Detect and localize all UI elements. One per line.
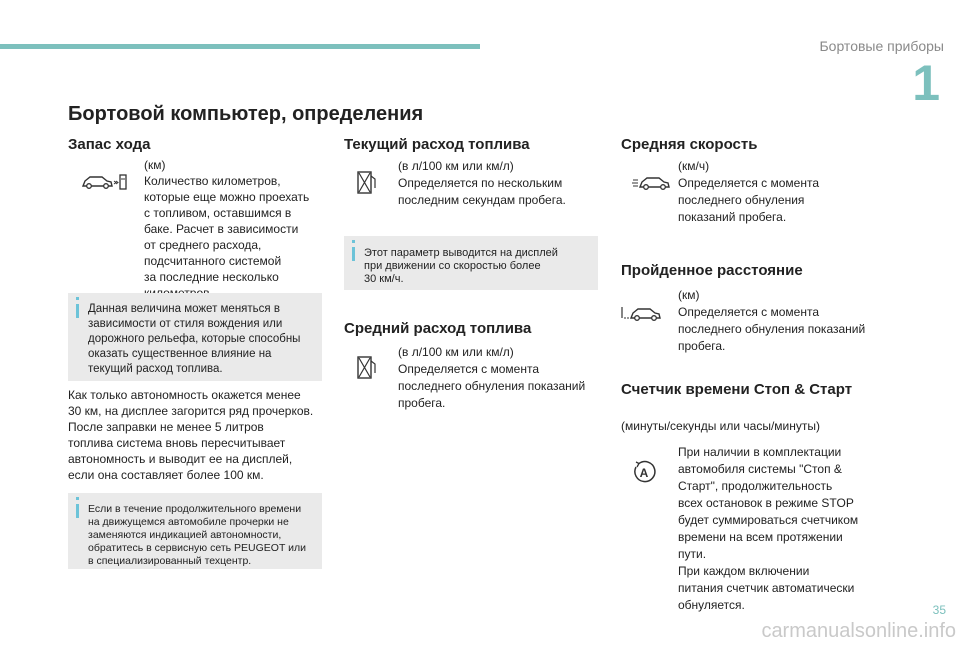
stopstart-line: питания счетчик автоматически [678,581,855,595]
range-line: баке. Расчет в зависимости [144,222,299,236]
current-line: последним секундам пробега. [398,193,566,207]
note-line: Данная величина может меняться в [88,303,280,315]
stopstart-line: пути. [678,547,707,561]
speed-heading: Средняя скорость [621,136,758,153]
distance-line: пробега. [678,339,726,353]
chapter-number: 1 [912,55,940,111]
note-line: в специализированный техцентр. [88,555,252,567]
speed-line: (км/ч) [678,159,710,173]
stopstart-description [678,444,858,614]
range-line: подсчитанного системой [144,254,282,268]
range-note-text [88,302,316,377]
fuel-pump-icon [356,355,378,381]
note-line: текущий расход топлива. [88,363,223,375]
stopstart-line: будет суммироваться счетчиком [678,513,859,527]
speed-line: показаний пробега. [678,210,787,224]
speed-car-icon [632,173,672,193]
current-line: Определяется по нескольким [398,176,563,190]
stopstart-line: Старт", продолжительность [678,479,833,493]
note-line: Если в течение продолжительного времени [88,503,302,515]
stopstart-heading: Счетчик времени Стоп & Старт [621,381,853,398]
speed-description [678,158,819,226]
average-line: Определяется с момента [398,362,540,376]
para-line: топлива система вновь пересчитывает [68,436,286,450]
distance-car-icon [620,304,664,324]
page-number: 35 [932,603,946,617]
range-note2-box [68,493,322,569]
note-line: 30 км/ч. [364,273,404,285]
info-bar [352,247,355,261]
range-line: с топливом, оставшимся в [144,206,292,220]
note-line: на движущемся автомобиле прочерки не [88,516,289,528]
range-note-box [68,293,322,381]
distance-line: Определяется с момента [678,305,820,319]
note-line: зависимости от стиля вождения или [88,318,283,330]
stopstart-line: времени на всем протяжении [678,530,843,544]
stopstart-line: При наличии в комплектации [678,445,842,459]
fuel-pump-icon [356,170,378,196]
info-bar [76,504,79,518]
note-line: Этот параметр выводится на дисплей [364,247,558,259]
svg-text:A: A [639,466,649,480]
info-icon [76,297,79,300]
page-title: Бортовой компьютер, определения [68,103,424,125]
range-description [144,173,324,301]
average-description [398,344,585,412]
range-heading: Запас хода [68,136,151,153]
average-line: последнего обнуления показаний [398,379,586,393]
note-line: оказать существенное влияние на [88,348,272,360]
current-line: (в л/100 км или км/л) [398,159,514,173]
info-icon [352,240,355,243]
current-description [398,158,566,209]
header-accent-bar [0,44,480,49]
stopstart-line: всех остановок в режиме STOP [678,496,854,510]
average-line: пробега. [398,396,446,410]
para-line: если она составляет более 100 км. [68,468,264,482]
current-note-box [344,236,598,290]
distance-line: последнего обнуления показаний [678,322,866,336]
range-icon [80,172,128,192]
stopstart-line: автомобиля системы "Стоп & [678,462,842,476]
stopstart-units: (минуты/секунды или часы/минуты) [621,419,821,433]
range-unit: (км) [144,158,166,172]
note-line: обратитесь в сервисную сеть PEUGEOT или [88,542,306,554]
range-line: которые еще можно проехать [144,190,310,204]
speed-line: последнего обнуления [678,193,805,207]
range-line: от среднего расхода, [144,238,262,252]
stop-start-icon [631,459,657,485]
range-note2-text [88,503,316,568]
para-line: После заправки не менее 5 литров [68,420,264,434]
info-bar [76,304,79,318]
distance-line: (км) [678,288,700,302]
para-line: Как только автономность окажется менее [68,388,301,402]
average-heading: Средний расход топлива [344,320,532,337]
current-heading: Текущий расход топлива [344,136,530,153]
distance-description [678,287,865,355]
note-line: при движении со скоростью более [364,260,541,272]
stopstart-line: обнуляется. [678,598,745,612]
current-note-text [364,247,592,286]
note-line: дорожного рельефа, которые способны [88,333,301,345]
info-icon [76,497,79,500]
speed-line: Определяется с момента [678,176,820,190]
distance-heading: Пройденное расстояние [621,262,803,279]
range-paragraph [68,387,328,483]
average-line: (в л/100 км или км/л) [398,345,514,359]
watermark: carmanualsonline.info [761,620,956,642]
stopstart-line: При каждом включении [678,564,810,578]
range-line: Количество километров, [144,174,281,188]
note-line: заменяются индикацией автономности, [88,529,282,541]
section-title: Бортовые приборы [819,38,944,54]
para-line: автономность и выводит ее на дисплей, [68,452,293,466]
para-line: 30 км, на дисплее загорится ряд прочерков. [68,404,314,418]
range-line: за последние несколько [144,270,279,284]
